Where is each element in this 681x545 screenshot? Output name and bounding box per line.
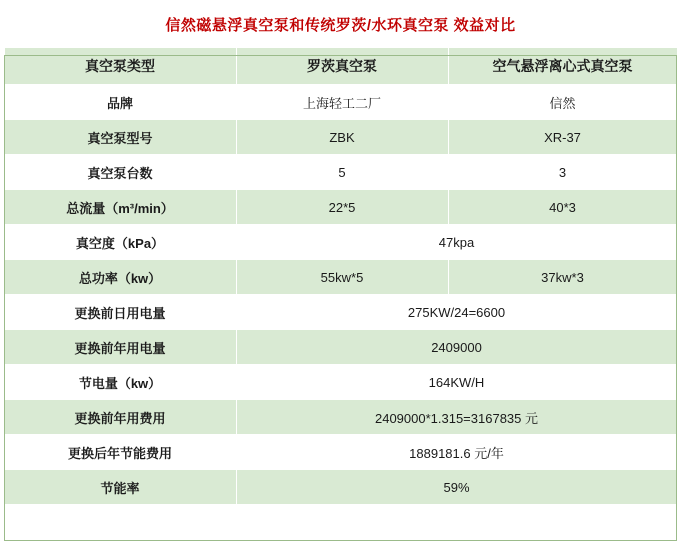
row-value: 信然 [448,85,677,120]
row-value-merged: 275KW/24=6600 [236,295,677,330]
table-header-cell: 罗茨真空泵 [236,48,448,85]
row-label: 真空度（kPa） [4,225,236,260]
row-value: 3 [448,155,677,190]
row-label: 真空泵型号 [4,120,236,155]
table-row [4,365,677,400]
row-value: ZBK [236,120,448,155]
comparison-table [4,47,678,505]
row-value-merged: 59% [236,470,677,505]
row-value: 40*3 [448,190,677,225]
row-value-merged: 2409000 [236,330,677,365]
table-row [4,295,677,330]
row-value: 37kw*3 [448,260,677,295]
row-label: 总功率（kw） [4,260,236,295]
row-value-merged: 2409000*1.315=3167835 元 [236,400,677,435]
row-label: 更换前日用电量 [4,295,236,330]
table-header-row [4,48,677,85]
row-value: 22*5 [236,190,448,225]
row-value: 上海轻工二厂 [236,85,448,120]
table-row [4,120,677,155]
table-body [4,48,677,505]
row-value-merged: 164KW/H [236,365,677,400]
page-title: 信然磁悬浮真空泵和传统罗茨/水环真空泵 效益对比 [165,17,516,34]
row-value: 5 [236,155,448,190]
table-row [4,435,677,470]
table-row [4,225,677,260]
row-label: 更换后年节能费用 [4,435,236,470]
table-row [4,190,677,225]
row-label: 总流量（m³/min） [4,190,236,225]
table-header-cell: 空气悬浮离心式真空泵 [448,48,677,85]
row-label: 更换前年用电量 [4,330,236,365]
row-label: 节能率 [4,470,236,505]
table-row [4,400,677,435]
row-value: 55kw*5 [236,260,448,295]
row-label: 品牌 [4,85,236,120]
table-row [4,155,677,190]
row-label: 真空泵台数 [4,155,236,190]
row-label: 节电量（kw） [4,365,236,400]
table-row [4,330,677,365]
row-value: XR-37 [448,120,677,155]
row-value-merged: 47kpa [236,225,677,260]
table-header-cell: 真空泵类型 [4,48,236,85]
table-row [4,260,677,295]
row-value-merged: 1889181.6 元/年 [236,435,677,470]
table-row [4,470,677,505]
row-label: 更换前年用费用 [4,400,236,435]
table-row [4,85,677,120]
